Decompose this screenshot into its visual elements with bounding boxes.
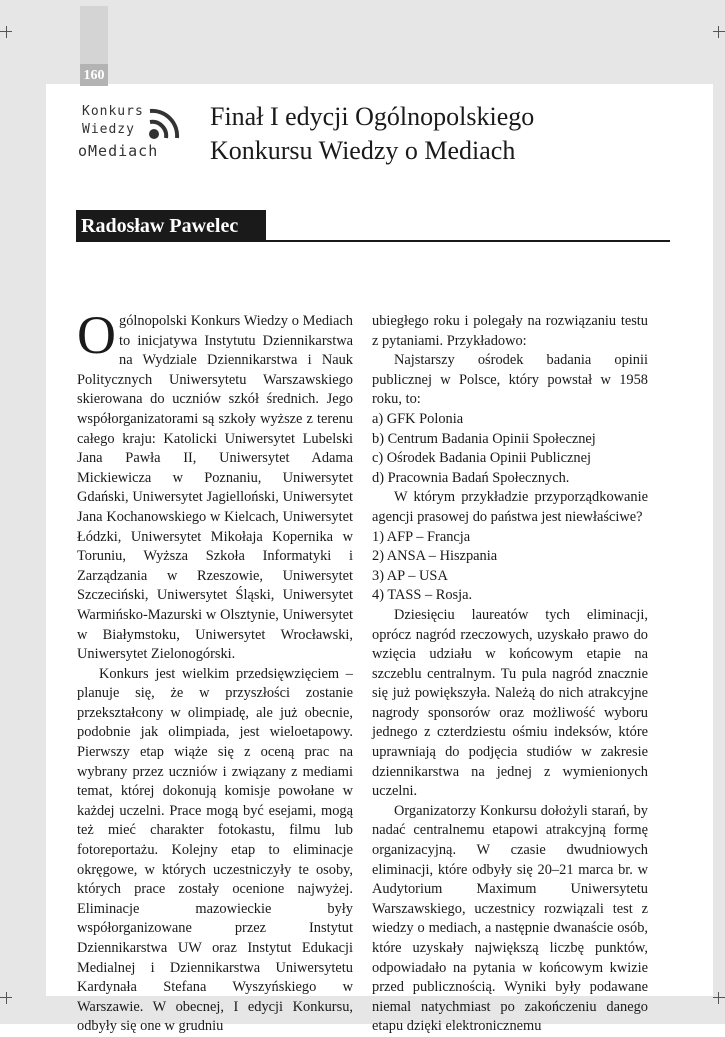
crop-mark — [718, 992, 719, 1004]
paragraph: Konkurs jest wielkim przedsięwzięciem – planuje się, że w przyszłości zostanie przekształcony w olimpiadę, ale już obecnie, podobnie jak olimpiada, jest wieloetapowy. Pierwszy etap wiąże się z oceną prac na wybrany przez uczniów i związany z mediami temat, której dokonują komisje powołane w każdej uczelni. Prace mogą być esejami, mogą też mieć charakter fotokastu, filmu lub fotoreportażu. Kolejny etap to eliminacje okręgowe, w których uczestniczyły te osoby, których prace zostały ocenione najwyżej. Eliminacje mazowieckie były współorganizowane przez Instytut Dziennikarstwa UW oraz Instytut Edukacji Medialnej i Dziennikarstwa Uniwersytetu Kardynała Stefana Wyszyńskiego w Warszawie. W obecnej, I edycji Konkursu, odbyły się one w grudniu — [77, 665, 353, 1035]
list-item: c) Ośrodek Badania Opinii Publicznej — [372, 450, 592, 467]
list-item: 4) TASS – Rosja. — [372, 587, 473, 604]
crop-mark — [0, 997, 12, 998]
list-item: b) Centrum Badania Opinii Społecznej — [372, 430, 596, 447]
page-frame-top — [0, 0, 725, 84]
logo-line-2: Wiedzy — [82, 122, 135, 137]
article-title — [210, 100, 670, 168]
crop-mark — [713, 997, 725, 998]
right-column — [372, 312, 648, 1037]
title-line-1: Finał I edycji Ogólnopolskiego — [210, 102, 535, 131]
page-frame-left — [0, 0, 46, 1024]
logo-line-3: oMediach — [78, 142, 159, 160]
paragraph: ubiegłego roku i polegały na rozwiązaniu testu z pytaniami. Przykładowo: — [372, 313, 648, 349]
paragraph — [77, 305, 353, 665]
left-column — [77, 305, 353, 1037]
title-line-2: Konkursu Wiedzy o Mediach — [210, 136, 516, 165]
crop-mark — [0, 31, 12, 32]
list-item: 2) ANSA – Hiszpania — [372, 548, 498, 565]
crop-mark — [6, 26, 7, 38]
paragraph: Organizatorzy Konkursu dołożyli starań, by nadać centralnemu etapowi atrakcyjną formę organizacyjną. W czasie dwudniowych eliminacji, które odbyły się 20–21 marca br. w Audytorium Maximum Uniwersytetu Warszawskiego, uczestnicy rozwiązali test z wiedzy o mediach, a następnie dwanaście osób, które uzyskały największą liczbę punktów, odpowiadało na pytania w końcowym kwizie przed publicznością. Wyniki były podawane niemal natychmiast po zakończeniu danego etapu dzięki elektronicznemu — [372, 802, 648, 1035]
list-item: 1) AFP – Francja — [372, 528, 471, 545]
section-tab-strip — [80, 6, 108, 64]
paragraph: Dziesięciu laureatów tych eliminacji, oprócz nagród rzeczowych, uzyskało prawo do wzięcia udziału w końcowym etapie na szczeblu centralnym. Tu pula nagród znacznie się już powiększyła. Należą do nich atrakcyjne nagrody sponsorów oraz możliwość wyboru jednego z czterdziestu ośmiu indeksów, które uprawniają do podjęcia studiów w zakresie dziennikarstwa na jednej z wymienionych uczelni. — [372, 606, 648, 800]
contest-logo — [78, 104, 186, 168]
dropcap: O — [77, 305, 116, 365]
paragraph-text: gólnopolski Konkurs Wiedzy o Mediach to inicjatywa Instytutu Dziennikarstwa na Wydziale Dziennikarstwa i Nauk Politycznych Uniwersytetu Warszawskiego skierowana do uczniów szkół średnich. Jego współorganizatorami są szkoły wyższe z terenu całego kraju: Katolicki Uniwersytet Lubelski Jana Pawła II, Uniwersytet Adama Mickiewicza w Poznaniu, Uniwersytet Gdański, Uniwersytet Jagielloński, Uniwersytet Jana Kochanowskiego w Kielcach, Uniwersytet Łódzki, Uniwersytet Mikołaja Kopernika w Toruniu, Wyższa Szkoła Informatyki i Zarządzania w Rzeszowie, Uniwersytet Szczeciński, Uniwersytet Śląski, Uniwersytet Warmińsko-Mazurski w Olsztynie, Uniwersytet w Białymstoku, Uniwersytet Wrocławski, Uniwersytet Zielonogórski. — [77, 313, 353, 663]
crop-mark — [718, 26, 719, 38]
page-number: 160 — [80, 64, 108, 86]
question: Najstarszy ośrodek badania opinii publicznej w Polsce, który powstał w 1958 roku, to: — [372, 352, 648, 408]
question: W którym przykładzie przyporządkowanie agencji prasowej do państwa jest niewłaściwe? — [372, 489, 648, 525]
page-frame-right — [713, 0, 725, 1024]
crop-mark — [713, 31, 725, 32]
broadcast-signal-icon — [146, 106, 180, 142]
author-rule — [76, 240, 670, 242]
list-item: a) GFK Polonia — [372, 410, 464, 427]
list-item: d) Pracownia Badań Społecznych. — [372, 469, 570, 486]
author-name: Radosław Pawelec — [76, 210, 266, 241]
list-item: 3) AP – USA — [372, 567, 448, 584]
crop-mark — [6, 992, 7, 1004]
logo-line-1: Konkurs — [82, 104, 144, 119]
